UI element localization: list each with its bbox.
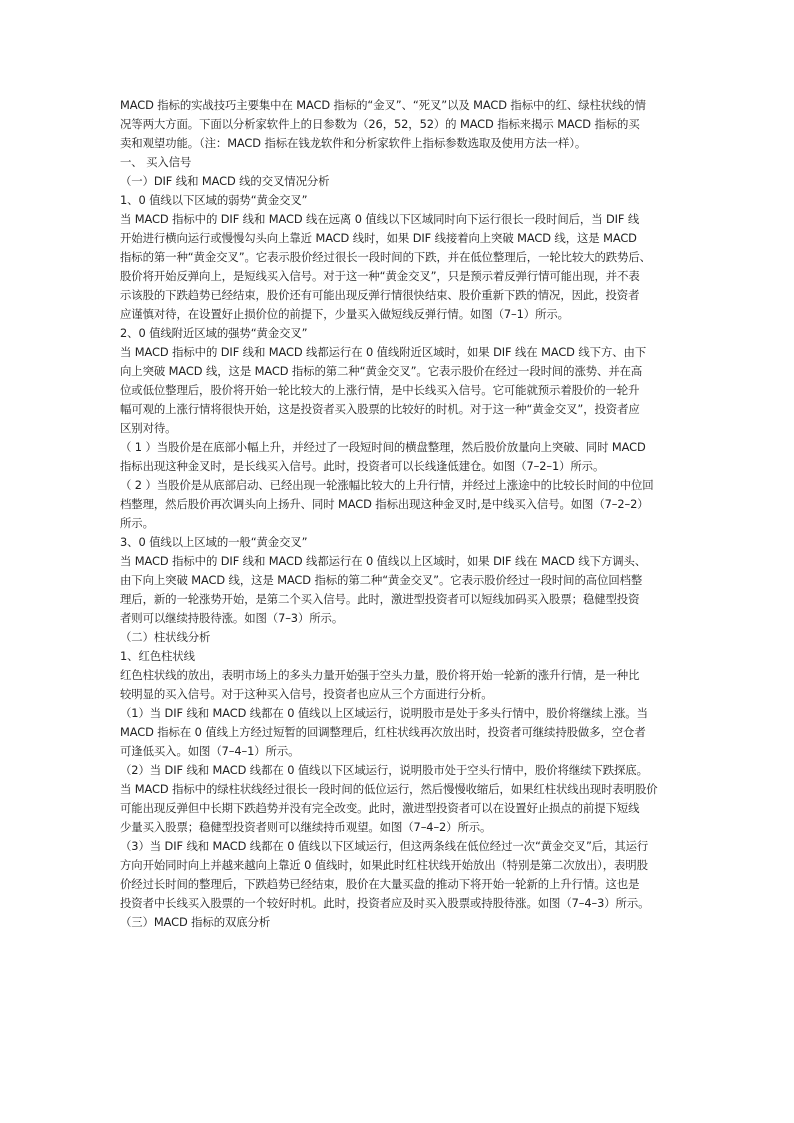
item-heading-normal-golden-cross: 3、0 值线以上区域的一般“黄金交叉”: [120, 535, 308, 549]
text-line-26: 由下向上突破 MACD 线，这是 MACD 指标的第二种“黄金交叉”。它表示股价经过一段时间的高位回档整: [120, 573, 643, 587]
text-line-40: （3）当 DIF 线和 MACD 线都在 0 值线以下区域运行，但这两条线在低位经过一次“黄金交叉”后，其运行: [120, 839, 649, 853]
text-line-22: 档整理，然后股价再次调头向上扬升、同时 MACD 指标出现这种金叉时,是中线买入信号。如图（7–2–2）: [120, 497, 649, 511]
text-line-27: 理后，新的一轮涨势开始，是第二个买入信号。此时，激进型投资者可以短线加码买入股票；稳健型投资: [120, 592, 640, 606]
item-heading-red-bars: 1、红色柱状线: [120, 649, 195, 663]
text-line-11: 示该股的下跌趋势已经结束，股价还有可能出现反弹行情很快结束、股价重新下跌的情况，因此，投资者: [120, 288, 640, 302]
text-line-31: 红色柱状线的放出，表明市场上的多头力量开始强于空头力量，股价将开始一轮新的涨升行情，是一种比: [120, 668, 640, 682]
text-line-16: 位或低位整理后，股价将开始一轮比较大的上涨行情，是中长线买入信号。它可能就预示着股价的一轮升: [120, 383, 640, 397]
subsection-heading-bar-analysis: （二）柱状线分析: [120, 630, 211, 644]
text-line-28: 者则可以继续持股待涨。如图（7–3）所示。: [120, 611, 344, 625]
text-line-41: 方向开始同时向上并越来越向上靠近 0 值线时，如果此时红柱状线开始放出（特别是第二次放出），表明股: [120, 858, 648, 872]
text-line-43: 投资者中长线买入股票的一个较好时机。此时，投资者应及时买入股票或持股待涨。如图（7–4–3）所示。: [120, 896, 650, 910]
item-heading-strong-golden-cross: 2、0 值线附近区域的强势“黄金交叉”: [120, 326, 308, 340]
text-line-33: （1）当 DIF 线和 MACD 线都在 0 值线以上区域运行，说明股市是处于多头行情中，股价将继续上涨。当: [120, 706, 648, 720]
text-line-39: 少量买入股票；稳健型投资者则可以继续持币观望。如图（7–4–2）所示。: [120, 820, 492, 834]
text-line-19: （ 1 ）当股价是在底部小幅上升，并经过了一段短时间的横盘整理，然后股价放量向上突破、同时 MACD: [120, 440, 646, 454]
item-heading-weak-golden-cross: 1、0 值线以下区域的弱势“黄金交叉”: [120, 193, 308, 207]
text-line-36: （2）当 DIF 线和 MACD 线都在 0 值线以下区域运行，说明股市处于空头行情中，股价将继续下跌探底。: [120, 763, 648, 777]
text-line-20: 指标出现这种金叉时，是长线买入信号。此时，投资者可以长线逢低建仓。如图（7–2–1）所示。: [120, 459, 605, 473]
document-body: [120, 96, 675, 932]
text-line-32: 较明显的买入信号。对于这种买入信号，投资者也应从三个方面进行分析。: [120, 687, 493, 701]
text-line-09: 指标的第一种“黄金交叉”。它表示股价经过很长一段时间的下跌，并在低位整理后，一轮比较大的跌势后、: [120, 250, 651, 264]
text-line-15: 向上突破 MACD 线，这是 MACD 指标的第二种“黄金交叉”。它表示股价在经过一段时间的涨势、并在高: [120, 364, 643, 378]
section-heading-buy-signal: 一、 买入信号: [120, 155, 192, 169]
text-line-34: MACD 指标在 0 值线上方经过短暂的回调整理后，红柱状线再次放出时，投资者可继续持股做多，空仓者: [120, 725, 646, 739]
text-line-07: 当 MACD 指标中的 DIF 线和 MACD 线在远离 0 值线以下区域同时向下运行很长一段时间后，当 DIF 线: [120, 212, 640, 226]
text-line-35: 可逢低买入。如图（7–4–1）所示。: [120, 744, 300, 758]
text-line-03: 卖和观望功能。（注：MACD 指标在钱龙软件和分析家软件上指标参数选取及使用方法一样）。: [120, 136, 587, 150]
text-line-23: 所示。: [120, 516, 154, 530]
text-line-14: 当 MACD 指标中的 DIF 线和 MACD 线都运行在 0 值线附近区域时，如果 DIF 线在 MACD 线下方、由下: [120, 345, 647, 359]
text-line-38: 可能出现反弹但中长期下跌趋势并没有完全改变。此时，激进型投资者可以在设置好止损点的前提下短线: [120, 801, 640, 815]
text-line-18: 区别对待。: [120, 421, 177, 435]
text-line-42: 价经过长时间的整理后，下跌趋势已经结束，股价在大量买盘的推动下将开始一轮新的上升行情。这也是: [120, 877, 640, 891]
text-line-21: （ 2 ）当股价是从底部启动、已经出现一轮涨幅比较大的上升行情，并经过上涨途中的比较长时间的中位回: [120, 478, 654, 492]
text-line-01: MACD 指标的实战技巧主要集中在 MACD 指标的“金叉”、“死叉”以及 MACD 指标中的红、绿柱状线的情: [120, 98, 646, 112]
text-line-10: 股价将开始反弹向上，是短线买入信号。对于这一种“黄金交叉”，只是预示着反弹行情可能出现，并不表: [120, 269, 640, 283]
text-line-37: 当 MACD 指标中的绿柱状线经过很长一段时间的低位运行，然后慢慢收缩后，如果红柱状线出现时表明股价: [120, 782, 658, 796]
text-line-12: 应谨慎对待，在设置好止损价位的前提下，少量买入做短线反弹行情。如图（7–1）所示。: [120, 307, 569, 321]
text-line-17: 幅可观的上涨行情将很快开始，这是投资者买入股票的比较好的时机。对于这一种“黄金交叉”，投资者应: [120, 402, 640, 416]
text-line-25: 当 MACD 指标中的 DIF 线和 MACD 线都运行在 0 值线以上区域时，如果 DIF 线在 MACD 线下方调头、: [120, 554, 647, 568]
text-line-02: 况等两大方面。下面以分析家软件上的日参数为（26，52，52）的 MACD 指标来揭示 MACD 指标的买: [120, 117, 640, 131]
subsection-heading-double-bottom: （三）MACD 指标的双底分析: [120, 915, 271, 929]
subsection-heading-cross-analysis: （一）DIF 线和 MACD 线的交叉情况分析: [120, 174, 330, 188]
text-line-08: 开始进行横向运行或慢慢勾头向上靠近 MACD 线时，如果 DIF 线接着向上突破 MACD 线，这是 MACD: [120, 231, 637, 245]
